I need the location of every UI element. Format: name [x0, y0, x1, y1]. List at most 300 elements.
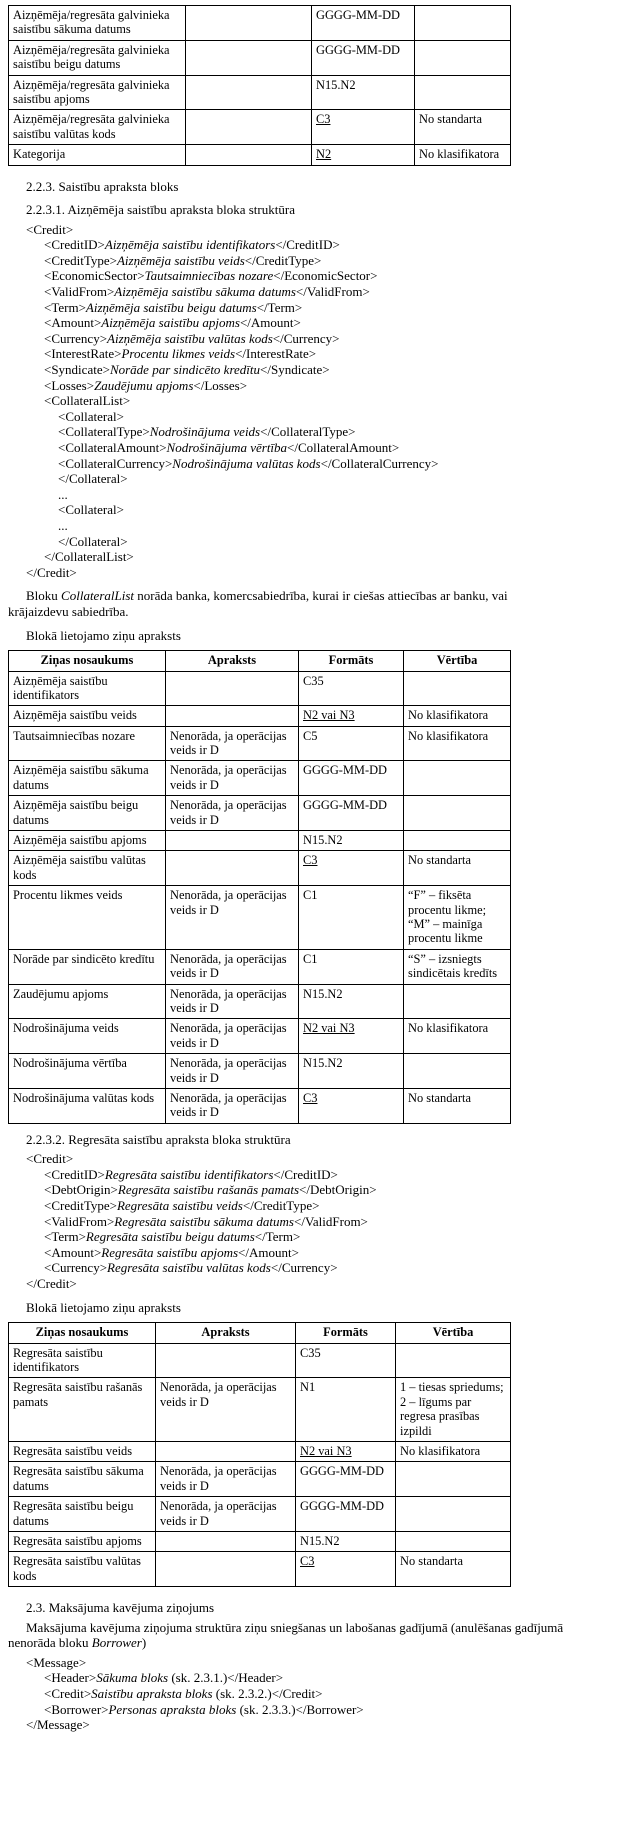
cell-zinas-nosaukums: Regresāta saistību identifikators [9, 1343, 156, 1378]
xml-placeholder: Regresāta saistību rašanās pamats [117, 1182, 300, 1198]
format-value: N2 vai N3 [303, 1021, 355, 1036]
col-header-zinas-nosaukums: Ziņas nosaukums [9, 651, 166, 671]
cell-vertiba [396, 1497, 511, 1532]
format-value: N15.N2 [300, 1533, 340, 1548]
cell-zinas-nosaukums: Norāde par sindicēto kredītu [9, 949, 166, 984]
xml-line [8, 565, 610, 581]
cell-vertiba: No standarta [415, 110, 511, 145]
cell-vertiba: No klasifikatora [404, 706, 511, 726]
xml-line [8, 1167, 610, 1183]
format-value: GGGG-MM-DD [316, 42, 400, 57]
format-value: N2 [316, 147, 332, 162]
xml-placeholder: Aizņēmēja saistību apjoms [101, 315, 240, 331]
cell-apraksts [166, 706, 299, 726]
xml-line [8, 1276, 610, 1292]
cell-vertiba [404, 796, 511, 831]
xml-tag-open: <Amount> [44, 315, 102, 331]
cell-formats [299, 831, 404, 851]
xml-line [8, 1151, 610, 1167]
xml-line [8, 1260, 610, 1276]
xml-placeholder: Regresāta saistību beigu datums [85, 1229, 255, 1245]
cell-vertiba [404, 1054, 511, 1089]
cell-apraksts: Nenorāda, ja operācijas veids ir D [166, 761, 299, 796]
format-value: N15.N2 [316, 77, 356, 92]
xml-line [8, 471, 610, 487]
note-text: Maksājuma kavējuma ziņojuma struktūra ziņu sniegšanas un labošanas gadījumā (anulēšanas gadījumā nenorāda bloku [8, 1619, 564, 1651]
cell-formats [299, 671, 404, 706]
cell-apraksts: Nenorāda, ja operācijas veids ir D [166, 796, 299, 831]
format-value: C3 [303, 1090, 318, 1105]
xml-line [8, 456, 610, 472]
xml-line [8, 487, 610, 503]
xml-line [8, 300, 610, 316]
cell-vertiba: No klasifikatora [404, 1019, 511, 1054]
xml-tag-open: <Credit> [26, 1151, 74, 1167]
xml-ref: (sk. 2.3.2.) [212, 1686, 272, 1702]
xml-tag-open: <Collateral> [58, 502, 124, 518]
cell-zinas-nosaukums: Aizņēmēja/regresāta galvinieka saistību beigu datums [9, 40, 186, 75]
xml-placeholder: Nodrošinājuma vērtība [166, 440, 288, 456]
xml-tag-open: <CreditID> [44, 1166, 105, 1182]
cell-apraksts [166, 671, 299, 706]
cell-zinas-nosaukums: Procentu likmes veids [9, 886, 166, 950]
xml-placeholder: Regresāta saistību identifikators [104, 1166, 274, 1182]
xml-placeholder: Regresāta saistību sākuma datums [114, 1213, 294, 1229]
xml-line [8, 1655, 610, 1671]
cell-formats [312, 75, 415, 110]
xml-placeholder: Aizņēmēja saistību sākuma datums [114, 284, 296, 300]
cell-apraksts [156, 1343, 296, 1378]
xml-tag-open: <CollateralType> [58, 424, 150, 440]
cell-apraksts: Nenorāda, ja operācijas veids ir D [166, 1054, 299, 1089]
cell-apraksts: Nenorāda, ja operācijas veids ir D [166, 1088, 299, 1123]
xml-tag-open: <Term> [44, 299, 86, 315]
cell-formats [299, 1088, 404, 1123]
cell-formats [296, 1462, 396, 1497]
xml-placeholder: Nodrošinājuma veids [149, 424, 261, 440]
xml-placeholder: Tautsaimniecības nozare [144, 268, 274, 284]
xml-line [8, 549, 610, 565]
cell-zinas-nosaukums: Regresāta saistību rašanās pamats [9, 1378, 156, 1442]
cell-formats [296, 1441, 396, 1461]
xml-placeholder: Sākuma bloks [96, 1670, 169, 1686]
xml-line [8, 502, 610, 518]
cell-formats [296, 1531, 396, 1551]
cell-apraksts: Nenorāda, ja operācijas veids ir D [166, 984, 299, 1019]
cell-formats [296, 1378, 396, 1442]
table-row [9, 984, 511, 1019]
xml-tag-open: <CreditType> [44, 1198, 117, 1214]
xml-tag-close: </Borrower> [295, 1701, 364, 1717]
format-value: N15.N2 [303, 986, 343, 1001]
cell-apraksts: Nenorāda, ja operācijas veids ir D [166, 726, 299, 761]
cell-vertiba: “F” – fiksēta procentu likme; “M” – mainīga procentu likme [404, 886, 511, 950]
cell-vertiba [404, 984, 511, 1019]
xml-line [8, 1245, 610, 1261]
note-text: Bloku [26, 588, 62, 604]
cell-vertiba [415, 40, 511, 75]
cell-formats [299, 1019, 404, 1054]
cell-zinas-nosaukums: Nodrošinājuma veids [9, 1019, 166, 1054]
collaterallist-term: CollateralList [61, 588, 135, 604]
xml-tag-open: ... [58, 517, 68, 533]
table-row [9, 761, 511, 796]
xml-placeholder: Saistību apraksta bloks [91, 1686, 213, 1702]
xml-line [8, 284, 610, 300]
borrower-term: Borrower [91, 1635, 142, 1651]
cell-zinas-nosaukums: Aizņēmēja saistību beigu datums [9, 796, 166, 831]
xml-placeholder: Norāde par sindicēto kredītu [109, 362, 261, 378]
format-value: N1 [300, 1380, 316, 1395]
xml-tag-open: <CreditType> [44, 252, 117, 268]
table-row [9, 726, 511, 761]
cell-formats [299, 706, 404, 726]
xml-tag-open: <Message> [26, 1654, 87, 1670]
cell-apraksts [156, 1531, 296, 1551]
col-header-vertiba: Vērtība [404, 651, 511, 671]
xml-line [8, 393, 610, 409]
xml-tag-open: <DebtOrigin> [44, 1182, 118, 1198]
xml-tag-open: <CollateralList> [44, 393, 131, 409]
xml-tag-close: </DebtOrigin> [299, 1182, 377, 1198]
cell-zinas-nosaukums: Aizņēmēja/regresāta galvinieka saistību apjoms [9, 75, 186, 110]
cell-vertiba: No klasifikatora [415, 145, 511, 165]
xml-tag-close: </Credit> [271, 1686, 323, 1702]
xml-tag-open: </Message> [26, 1717, 90, 1733]
cell-zinas-nosaukums: Regresāta saistību beigu datums [9, 1497, 156, 1532]
cell-formats [312, 6, 415, 41]
table-row [9, 831, 511, 851]
cell-zinas-nosaukums: Nodrošinājuma vērtība [9, 1054, 166, 1089]
format-value: GGGG-MM-DD [316, 8, 400, 22]
cell-formats [299, 949, 404, 984]
format-value: GGGG-MM-DD [300, 1499, 384, 1514]
xml-tag-open: <Collateral> [58, 408, 124, 424]
xml-line [8, 1198, 610, 1214]
cell-vertiba [396, 1531, 511, 1551]
cell-zinas-nosaukums: Regresāta saistību sākuma datums [9, 1462, 156, 1497]
cell-formats [299, 796, 404, 831]
xml-tag-open: <Currency> [44, 330, 108, 346]
format-value: C3 [316, 112, 331, 127]
cell-formats [296, 1343, 396, 1378]
cell-apraksts [156, 1552, 296, 1587]
cell-vertiba [404, 671, 511, 706]
cell-apraksts: Nenorāda, ja operācijas veids ir D [156, 1497, 296, 1532]
xml-tag-close: </CreditID> [275, 237, 340, 253]
cell-vertiba: No klasifikatora [396, 1441, 511, 1461]
xml-tag-open: </Collateral> [58, 471, 128, 487]
table-row [9, 1462, 511, 1497]
cell-formats [312, 110, 415, 145]
xml-tag-open: <CreditID> [44, 237, 105, 253]
cell-apraksts [186, 40, 312, 75]
cell-vertiba: No klasifikatora [404, 726, 511, 761]
section-heading-2-2-3-1: 2.2.3.1. Aizņēmēja saistību apraksta bloka struktūra [26, 202, 295, 218]
xml-placeholder: Regresāta saistību valūtas kods [107, 1260, 271, 1276]
credit-block-structure [8, 222, 610, 581]
table-row [9, 40, 511, 75]
xml-line [8, 409, 610, 425]
xml-line [8, 440, 610, 456]
xml-line [8, 534, 610, 550]
xml-tag-open: <CollateralAmount> [58, 440, 167, 456]
cell-zinas-nosaukums: Aizņēmēja saistību veids [9, 706, 166, 726]
message-structure [8, 1655, 610, 1733]
regress-credit-table [8, 1322, 511, 1587]
table-header-row [9, 1323, 511, 1343]
xml-line [8, 1214, 610, 1230]
table-row [9, 671, 511, 706]
cell-vertiba: 1 – tiesas spriedums; 2 – līgums par regresa prasības izpildi [396, 1378, 511, 1442]
format-value: N2 vai N3 [300, 1443, 352, 1458]
cell-zinas-nosaukums: Regresāta saistību apjoms [9, 1531, 156, 1551]
xml-tag-close: </Term> [256, 299, 303, 315]
xml-line [8, 315, 610, 331]
format-value: N15.N2 [303, 1056, 343, 1071]
xml-placeholder: Aizņēmēja saistību valūtas kods [107, 330, 273, 346]
xml-tag-close: </Header> [227, 1670, 284, 1686]
xml-tag-open: <CollateralCurrency> [58, 455, 173, 471]
section-heading-2-2-3: 2.2.3. Saistību apraksta bloks [26, 178, 179, 194]
xml-tag-open: <ValidFrom> [44, 284, 115, 300]
xml-placeholder: Procentu likmes veids [121, 346, 236, 362]
format-value: GGGG-MM-DD [300, 1464, 384, 1479]
cell-zinas-nosaukums: Aizņēmēja saistību apjoms [9, 831, 166, 851]
format-value: C3 [303, 853, 318, 868]
xml-tag-close: </CollateralAmount> [287, 440, 400, 456]
cell-formats [299, 984, 404, 1019]
cell-zinas-nosaukums: Kategorija [9, 145, 186, 165]
cell-apraksts: Nenorāda, ja operācijas veids ir D [156, 1378, 296, 1442]
xml-tag-open: <Amount> [44, 1244, 102, 1260]
format-value: GGGG-MM-DD [303, 763, 387, 778]
xml-tag-open: </CollateralList> [44, 549, 134, 565]
xml-line [8, 346, 610, 362]
xml-placeholder: Zaudējumu apjoms [94, 377, 194, 393]
xml-tag-open: <InterestRate> [44, 346, 122, 362]
xml-line [8, 1717, 610, 1733]
xml-line [8, 378, 610, 394]
cell-vertiba: No standarta [404, 851, 511, 886]
cell-formats [312, 145, 415, 165]
xml-placeholder: Personas apraksta bloks [108, 1701, 237, 1717]
xml-tag-close: </EconomicSector> [273, 268, 378, 284]
cell-zinas-nosaukums: Regresāta saistību valūtas kods [9, 1552, 156, 1587]
xml-line [8, 1182, 610, 1198]
cell-formats [299, 726, 404, 761]
xml-tag-close: </CollateralCurrency> [320, 455, 439, 471]
format-value: C1 [303, 888, 318, 903]
xml-tag-open: </Collateral> [58, 533, 128, 549]
col-header-zinas-nosaukums: Ziņas nosaukums [9, 1323, 156, 1343]
cell-vertiba: No standarta [396, 1552, 511, 1587]
xml-line [8, 253, 610, 269]
xml-placeholder: Regresāta saistību veids [116, 1198, 243, 1214]
xml-line [8, 268, 610, 284]
cell-apraksts [166, 831, 299, 851]
xml-placeholder: Regresāta saistību apjoms [101, 1244, 239, 1260]
section-heading-2-3: 2.3. Maksājuma kavējuma ziņojums [26, 1600, 215, 1616]
xml-tag-open: <Credit> [26, 221, 74, 237]
cell-apraksts [186, 145, 312, 165]
xml-tag-close: </Amount> [239, 315, 301, 331]
col-header-vertiba: Vērtība [396, 1323, 511, 1343]
format-value: N15.N2 [303, 833, 343, 848]
cell-apraksts [186, 75, 312, 110]
delay-report-note [8, 1620, 610, 1651]
table-row [9, 706, 511, 726]
cell-formats [312, 40, 415, 75]
xml-tag-close: </CollateralType> [260, 424, 356, 440]
xml-line [8, 424, 610, 440]
xml-line [8, 362, 610, 378]
xml-tag-close: </Syndicate> [260, 362, 330, 378]
cell-vertiba: No standarta [404, 1088, 511, 1123]
table-row [9, 1531, 511, 1551]
table-row [9, 1343, 511, 1378]
cell-zinas-nosaukums: Aizņēmēja saistību valūtas kods [9, 851, 166, 886]
xml-line [8, 331, 610, 347]
borrower-credit-table [8, 650, 511, 1124]
cell-zinas-nosaukums: Aizņēmēja saistību identifikators [9, 671, 166, 706]
xml-tag-open: <Currency> [44, 1260, 108, 1276]
xml-ref: (sk. 2.3.3.) [236, 1701, 296, 1717]
xml-tag-open: </Credit> [26, 564, 77, 580]
col-header-apraksts: Apraksts [166, 651, 299, 671]
table-row [9, 886, 511, 950]
format-value: C5 [303, 728, 318, 743]
cell-vertiba [404, 761, 511, 796]
xml-line [8, 518, 610, 534]
cell-formats [296, 1552, 396, 1587]
cell-vertiba [415, 75, 511, 110]
cell-zinas-nosaukums: Regresāta saistību veids [9, 1441, 156, 1461]
cell-formats [299, 886, 404, 950]
cell-formats [299, 1054, 404, 1089]
cell-vertiba [396, 1462, 511, 1497]
xml-placeholder: Aizņēmēja saistību beigu datums [85, 299, 257, 315]
cell-apraksts: Nenorāda, ja operācijas veids ir D [166, 886, 299, 950]
xml-ref: (sk. 2.3.1.) [168, 1670, 228, 1686]
xml-tag-close: </Currency> [270, 1260, 338, 1276]
xml-placeholder: Aizņēmēja saistību veids [116, 252, 245, 268]
cell-zinas-nosaukums: Aizņēmēja/regresāta galvinieka saistību sākuma datums [9, 6, 186, 41]
cell-zinas-nosaukums: Tautsaimniecības nozare [9, 726, 166, 761]
cell-formats [299, 761, 404, 796]
cell-formats [299, 851, 404, 886]
xml-placeholder: Aizņēmēja saistību identifikators [104, 237, 276, 253]
cell-vertiba [404, 831, 511, 851]
xml-tag-close: </CreditID> [273, 1166, 338, 1182]
xml-tag-close: </ValidFrom> [294, 1213, 368, 1229]
col-header-formats: Formāts [296, 1323, 396, 1343]
xml-tag-close: </InterestRate> [235, 346, 317, 362]
cell-apraksts: Nenorāda, ja operācijas veids ir D [166, 1019, 299, 1054]
xml-line [8, 1229, 610, 1245]
note-text: ) [141, 1635, 147, 1651]
table-row [9, 796, 511, 831]
xml-tag-close: </Term> [254, 1229, 301, 1245]
xml-tag-open: <EconomicSector> [44, 268, 145, 284]
xml-tag-open: <Losses> [44, 377, 95, 393]
table-header-row [9, 651, 511, 671]
cell-apraksts [156, 1441, 296, 1461]
format-value: N2 vai N3 [303, 708, 355, 723]
format-value: C3 [300, 1554, 315, 1569]
table-row [9, 1497, 511, 1532]
xml-tag-open: ... [58, 486, 68, 502]
xml-tag-open: <Header> [44, 1670, 97, 1686]
cell-vertiba: “S” – izsniegts sindicētais kredīts [404, 949, 511, 984]
cell-apraksts: Nenorāda, ja operācijas veids ir D [156, 1462, 296, 1497]
guarantor-continuation-table [8, 5, 511, 166]
table-row [9, 1019, 511, 1054]
cell-apraksts [186, 6, 312, 41]
xml-line [8, 1686, 610, 1702]
table-row [9, 949, 511, 984]
xml-tag-close: </Currency> [272, 330, 340, 346]
cell-formats [296, 1497, 396, 1532]
table-row [9, 1088, 511, 1123]
col-header-apraksts: Apraksts [156, 1323, 296, 1343]
format-value: GGGG-MM-DD [303, 798, 387, 813]
xml-tag-open: <ValidFrom> [44, 1213, 115, 1229]
table-row [9, 6, 511, 41]
table-row [9, 851, 511, 886]
table-row [9, 110, 511, 145]
xml-tag-open: </Credit> [26, 1276, 77, 1292]
xml-tag-close: </Amount> [238, 1244, 299, 1260]
cell-zinas-nosaukums: Zaudējumu apjoms [9, 984, 166, 1019]
table-row [9, 1378, 511, 1442]
note-text: norāda banka, komercsabiedrība, kurai ir ciešas attiecības ar banku, vai krājaizdevu sabiedrība. [8, 588, 508, 619]
section-heading-2-2-3-2: 2.2.3.2. Regresāta saistību apraksta bloka struktūra [26, 1131, 291, 1147]
format-value: C1 [303, 951, 318, 966]
xml-tag-open: <Syndicate> [44, 362, 110, 378]
table-row [9, 1552, 511, 1587]
xml-line [8, 222, 610, 238]
col-header-formats: Formāts [299, 651, 404, 671]
xml-placeholder: Nodrošinājuma valūtas kods [172, 455, 321, 471]
xml-tag-close: </ValidFrom> [295, 284, 370, 300]
xml-tag-close: </CreditType> [242, 1198, 320, 1214]
cell-zinas-nosaukums: Aizņēmēja saistību sākuma datums [9, 761, 166, 796]
table-row [9, 145, 511, 165]
cell-apraksts: Nenorāda, ja operācijas veids ir D [166, 949, 299, 984]
xml-tag-open: <Term> [44, 1229, 86, 1245]
xml-line [8, 1702, 610, 1718]
cell-zinas-nosaukums: Aizņēmēja/regresāta galvinieka saistību valūtas kods [9, 110, 186, 145]
cell-apraksts [166, 851, 299, 886]
collateral-note [8, 588, 610, 619]
cell-apraksts [186, 110, 312, 145]
cell-zinas-nosaukums: Nodrošinājuma valūtas kods [9, 1088, 166, 1123]
table1-intro: Blokā lietojamo ziņu apraksts [26, 627, 181, 643]
regress-block-structure [8, 1151, 610, 1291]
xml-line [8, 1670, 610, 1686]
xml-tag-open: <Credit> [44, 1686, 92, 1702]
table-row [9, 75, 511, 110]
xml-line [8, 237, 610, 253]
table2-intro: Blokā lietojamo ziņu apraksts [26, 1299, 181, 1315]
xml-tag-close: </CreditType> [244, 252, 322, 268]
xml-tag-open: <Borrower> [44, 1701, 109, 1717]
table-row [9, 1441, 511, 1461]
table-row [9, 1054, 511, 1089]
cell-vertiba [415, 6, 511, 41]
cell-vertiba [396, 1343, 511, 1378]
